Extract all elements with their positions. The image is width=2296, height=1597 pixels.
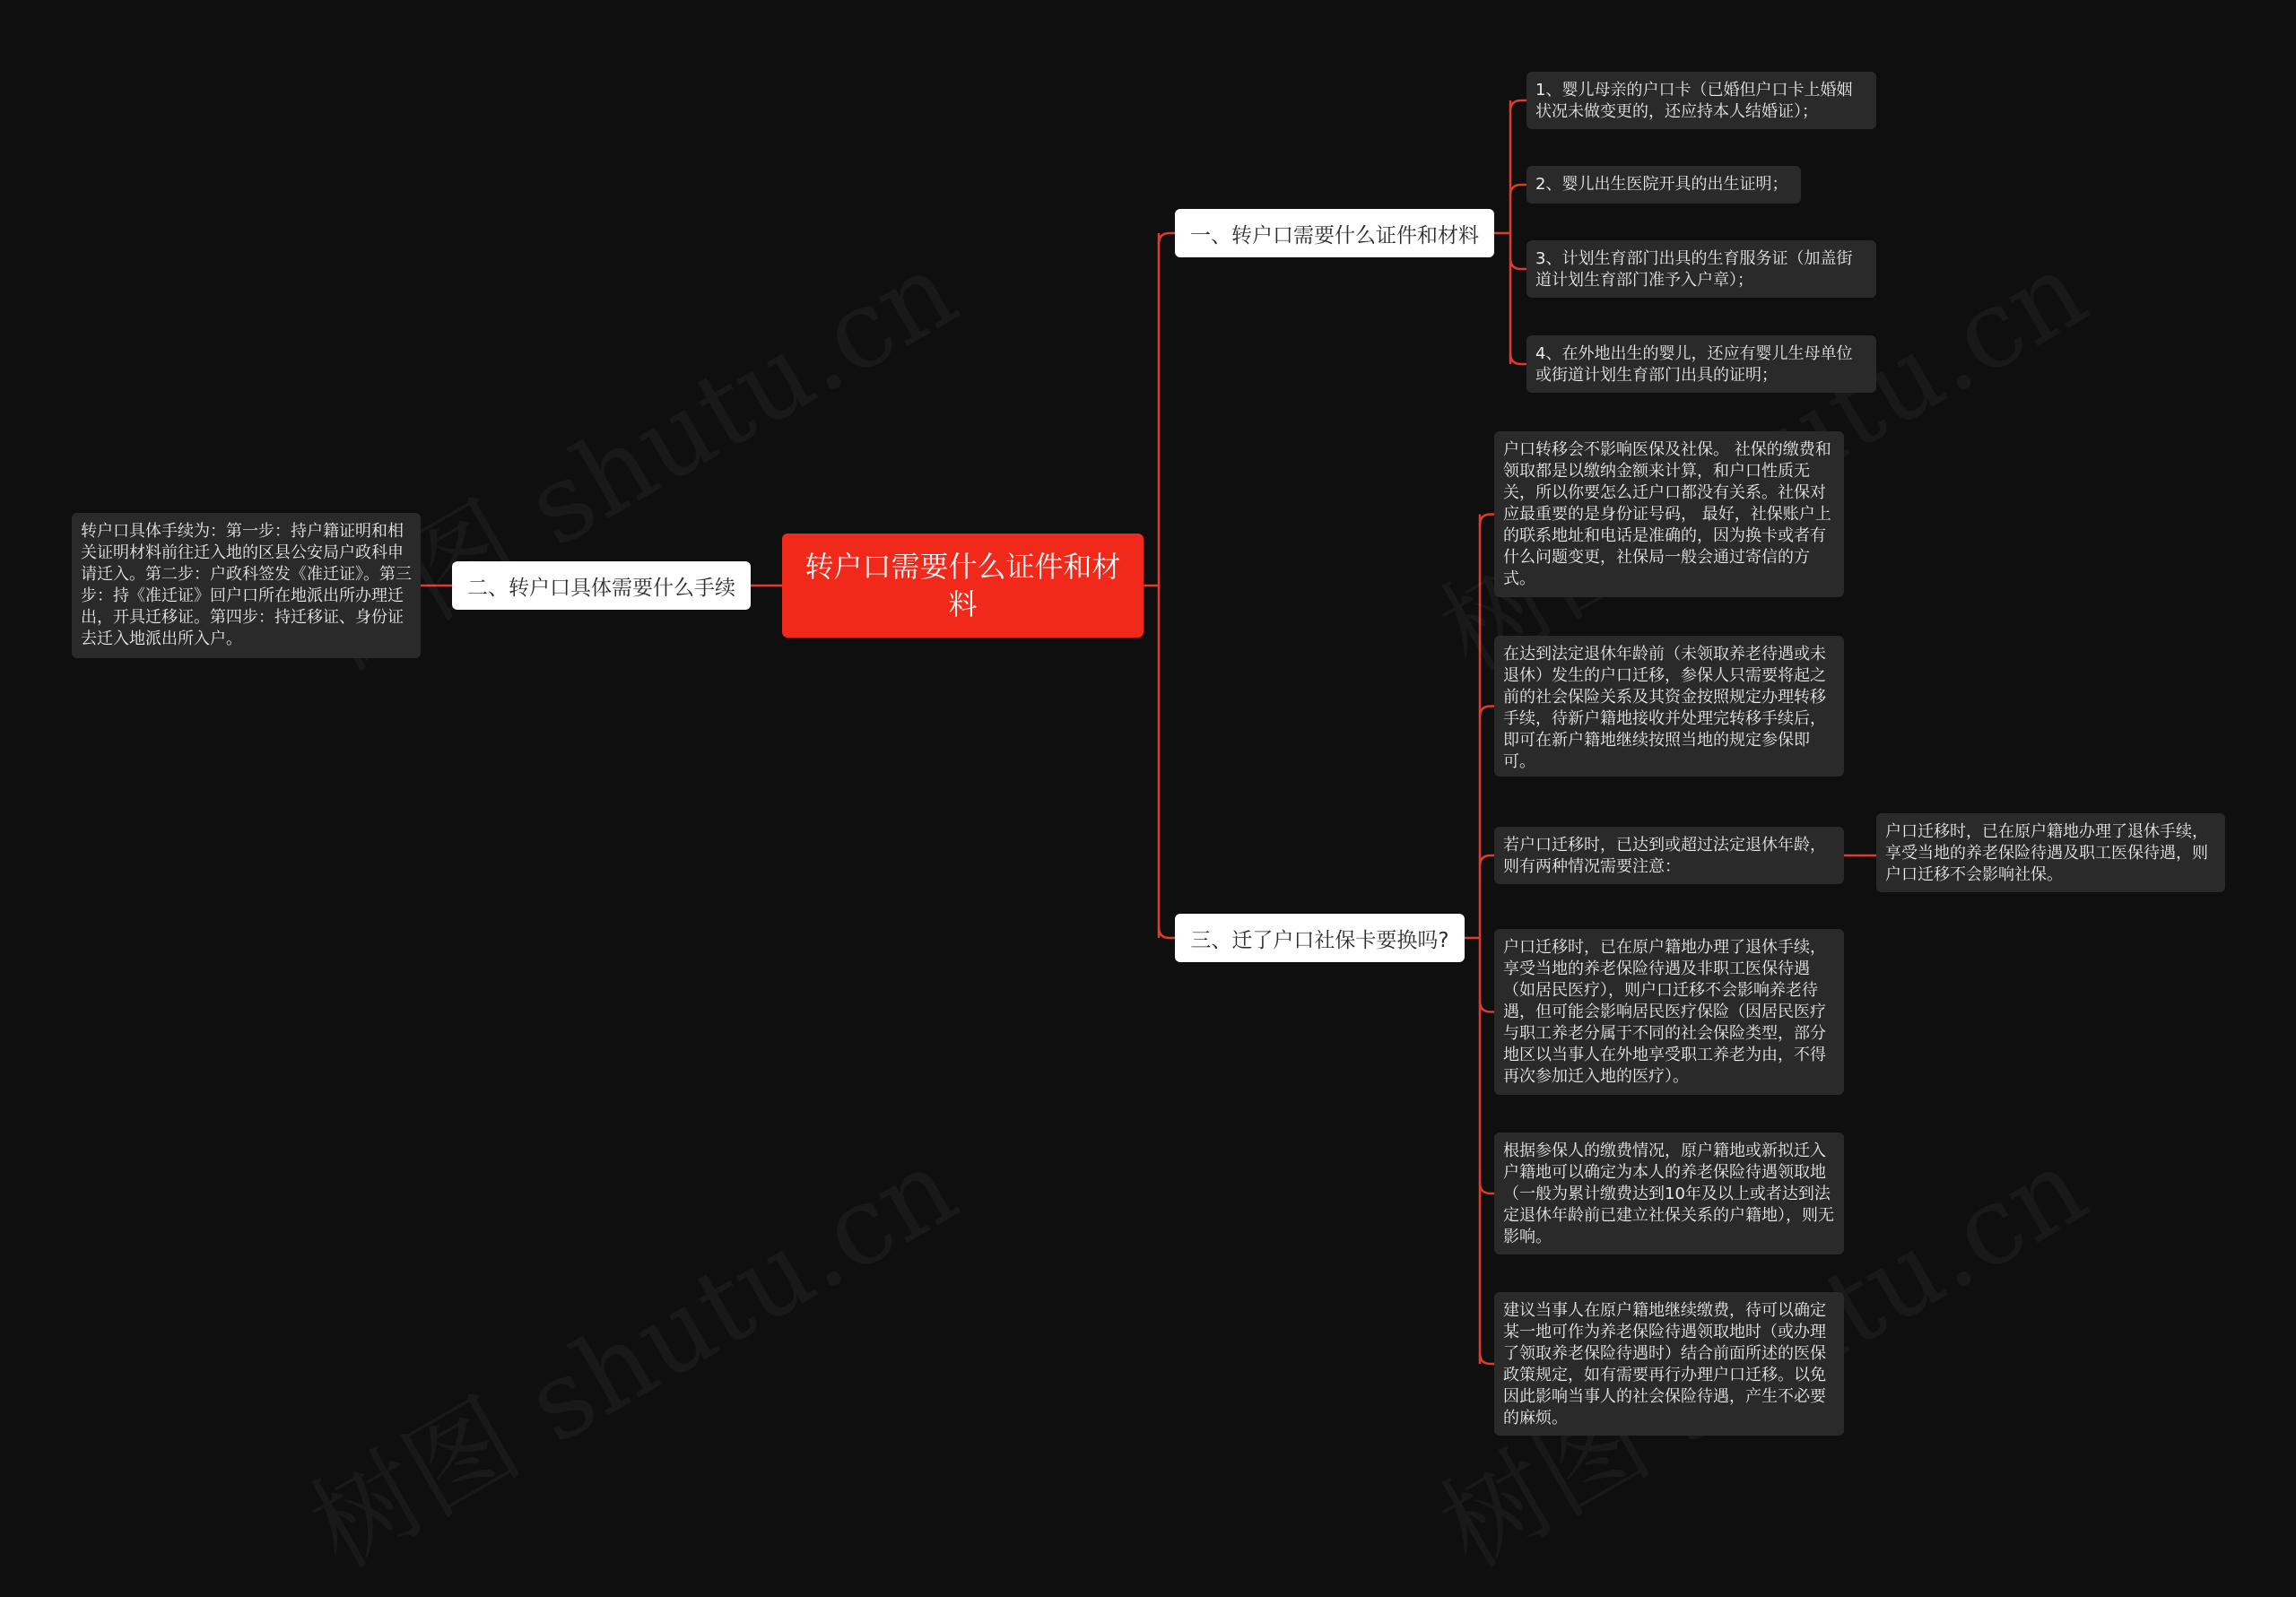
root-topic[interactable]: 转户口需要什么证件和材料	[782, 534, 1144, 638]
branch-3-leaf-2[interactable]: 在达到法定退休年龄前（未领取养老待遇或未退休）发生的户口迁移，参保人只需要将起之前的社会保险关系及其资金按照规定办理转移手续，待新户籍地接收并处理完转移手续后，即可在新户籍地继续按照当地的规定参保即可。	[1494, 636, 1844, 777]
branch-1-edge-2	[1510, 185, 1526, 195]
branch-3-edge-4	[1480, 1002, 1494, 1012]
branch-1-edge-3	[1510, 258, 1526, 269]
branch-3-leaf-1[interactable]: 户口转移会不影响医保及社保。 社保的缴费和领取都是以缴纳金额来计算，和户口性质无关，所以你要怎么迁户口都没有关系。社保对应最重要的是身份证号码， 最好，社保账户上的联系地址和电话是准确的，因为换卡或者有什么问题变更，社保局一般会通过寄信的方式。	[1494, 431, 1844, 597]
branch-3-leaf-3[interactable]: 若户口迁移时，已达到或超过法定退休年龄，则有两种情况需要注意：	[1494, 827, 1844, 884]
root-right-edge-2	[1159, 927, 1175, 938]
branch-3-leaf-3-sub[interactable]: 户口迁移时，已在原户籍地办理了退休手续，享受当地的养老保险待遇及职工医保待遇，则户口迁移不会影响社保。	[1876, 813, 2225, 892]
branch-1-leaf-3[interactable]: 3、计划生育部门出具的生育服务证（加盖街道计划生育部门准予入户章）；	[1526, 240, 1876, 298]
branch-3-edge-2	[1480, 707, 1494, 717]
branch-1-leaf-4[interactable]: 4、在外地出生的婴儿，还应有婴儿生母单位或街道计划生育部门出具的证明；	[1526, 335, 1876, 393]
branch-3-edge-1	[1480, 515, 1494, 525]
branch-1-leaf-2[interactable]: 2、婴儿出生医院开具的出生证明；	[1526, 166, 1801, 204]
branch-3-edge-3	[1480, 855, 1494, 866]
branch-3-edge-6	[1480, 1353, 1494, 1364]
branch-2-leaf-1[interactable]: 转户口具体手续为：第一步：持户籍证明和相关证明材料前往迁入地的区县公安局户政科申请迁入。第二步：户政科签发《准迁证》。第三步：持《准迁证》回户口所在地派出所办理迁出，开具迁移证。第四步：持迁移证、身份证去迁入地派出所入户。	[72, 513, 421, 658]
branch-1-edge-1	[1510, 100, 1526, 111]
branch-3-leaf-4[interactable]: 户口迁移时，已在原户籍地办理了退休手续，享受当地的养老保险待遇及非职工医保待遇（如居民医疗），则户口迁移不会影响养老待遇，但可能会影响居民医疗保险（因居民医疗与职工养老分属于不同的社会保险类型，部分地区以当事人在外地享受职工养老为由，不得再次参加迁入地的医疗）。	[1494, 929, 1844, 1095]
branch-2-topic[interactable]: 二、转户口具体需要什么手续	[452, 561, 751, 610]
root-right-edge-1	[1159, 233, 1175, 244]
branch-1-leaf-1[interactable]: 1、婴儿母亲的户口卡（已婚但户口卡上婚姻状况未做变更的，还应持本人结婚证）；	[1526, 72, 1876, 129]
branch-1-topic[interactable]: 一、转户口需要什么证件和材料	[1175, 209, 1494, 257]
branch-3-edge-5	[1480, 1183, 1494, 1193]
branch-3-topic[interactable]: 三、迁了户口社保卡要换吗?	[1175, 914, 1465, 962]
branch-1-edge-4	[1510, 353, 1526, 364]
branch-3-leaf-6[interactable]: 建议当事人在原户籍地继续缴费，待可以确定某一地可作为养老保险待遇领取地时（或办理了领取养老保险待遇时）结合前面所述的医保政策规定，如有需要再行办理户口迁移。以免因此影响当事人的社会保险待遇，产生不必要的麻烦。	[1494, 1292, 1844, 1436]
branch-3-leaf-5[interactable]: 根据参保人的缴费情况，原户籍地或新拟迁入户籍地可以确定为本人的养老保险待遇领取地（一般为累计缴费达到10年及以上或者达到法定退休年龄前已建立社保关系的户籍地），则无影响。	[1494, 1133, 1844, 1254]
